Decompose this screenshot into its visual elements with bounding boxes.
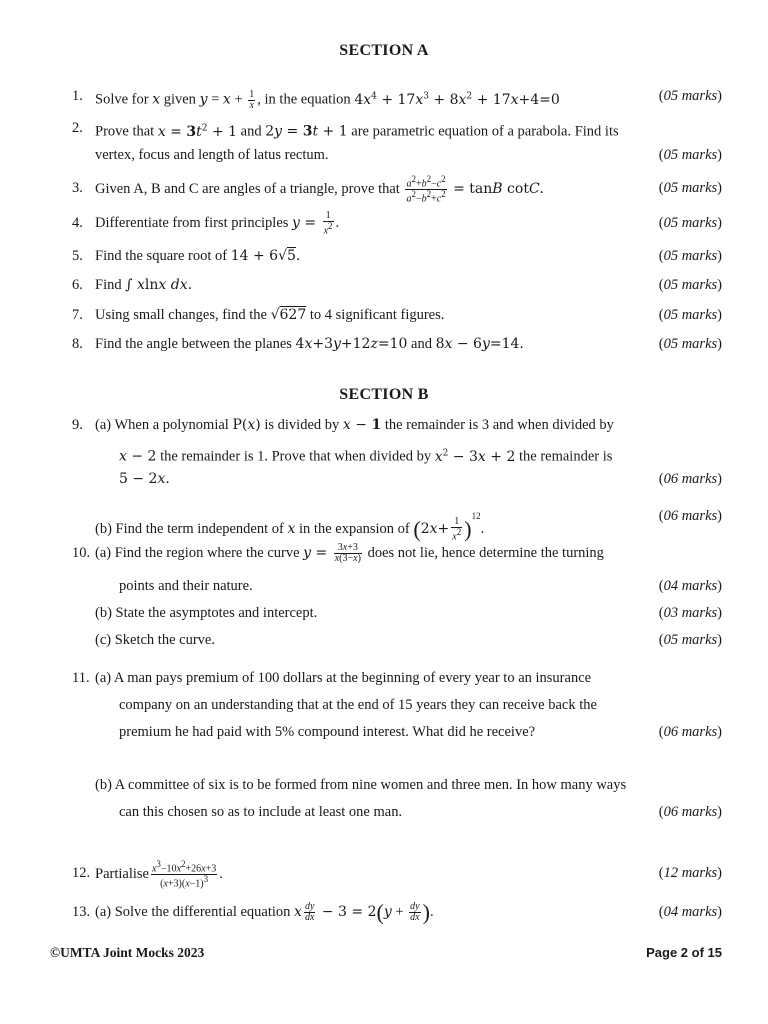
question-10-line-2 xyxy=(0,573,768,599)
question-text: (a) When a polynomial P(x) is divided by x − 1 the remainder is 3 and when divided by xyxy=(95,417,614,433)
question-number: 7. xyxy=(72,307,83,323)
question-text: (b) Find the term independent of x in the expansion of (2x+ $\frac{1}{x^2}$ )$^{12}$. xyxy=(95,511,485,543)
question-1 xyxy=(0,83,768,109)
question-number: 4. xyxy=(72,215,83,231)
question-9b xyxy=(0,503,768,543)
question-number: 6. xyxy=(72,277,83,293)
question-10 xyxy=(0,540,768,566)
question-text: x − 2 the remainder is 1. Prove that when divided by $x^2 - 3x + 2$ the remainder is xyxy=(119,448,613,465)
question-text: (a) Find the region where the curve y = $\frac{3x+3}{x(3-x)}$ does not lie, hence determine the turning xyxy=(95,542,604,565)
footer-copyright: ©UMTA Joint Mocks 2023 xyxy=(50,945,205,960)
page-footer xyxy=(0,940,768,966)
question-9 xyxy=(0,412,768,438)
question-text: premium he had paid with 5% compound interest. What did he receive? xyxy=(119,724,536,740)
question-text: Differentiate from first principles y = $\frac{1}{x^2}$ . xyxy=(95,210,340,237)
question-11b-line-2 xyxy=(0,799,768,825)
question-6 xyxy=(0,272,768,298)
question-text: (b) State the asymptotes and intercept. xyxy=(95,605,318,621)
marks-label: (05 marks) xyxy=(658,248,722,264)
section-b-heading: SECTION B xyxy=(339,386,429,403)
footer-page-number: Page 2 of 15 xyxy=(646,945,722,960)
question-number: 1. xyxy=(72,88,83,104)
question-text: Given A, B and C are angles of a triangle, prove that $\frac{a^2+b^2-c^2}{a^2-b^2+c^2}$ = tanB cotC. xyxy=(95,174,545,205)
question-2-line-2 xyxy=(0,142,768,168)
question-11-line-3 xyxy=(0,719,768,745)
question-12 xyxy=(0,859,768,890)
question-13 xyxy=(0,899,768,925)
marks-label: (05 marks) xyxy=(658,307,722,323)
question-text: Solve for x given y = x + $\frac{1}{x}$ , in the equation $4x^4 + 17x^3 + 8x^2 + 17x+4=0$ xyxy=(95,88,560,111)
marks-label: (06 marks) xyxy=(658,804,722,820)
question-text: Prove that $x = 3t^2 + 1$ and 2y = 3t + 1 are parametric equation of a parabola. Find its xyxy=(95,123,619,140)
question-text: Partialise $\frac{x^3-10x^2+26x+3}{(x+3)(x-1)^3}$ . xyxy=(95,859,223,890)
marks-label: (03 marks) xyxy=(658,605,722,621)
marks-label: (04 marks) xyxy=(658,904,722,920)
question-text: company on an understanding that at the end of 15 years they can receive back the xyxy=(119,697,597,713)
question-11b xyxy=(0,772,768,798)
question-11 xyxy=(0,665,768,691)
question-8 xyxy=(0,331,768,357)
question-text: Using small changes, find the √627 to 4 significant figures. xyxy=(95,307,445,323)
question-number: 3. xyxy=(72,180,83,196)
section-a-heading: SECTION A xyxy=(339,42,429,59)
question-text: vertex, focus and length of latus rectum. xyxy=(95,147,329,163)
question-number: 10. xyxy=(72,545,91,561)
marks-label: (06 marks) xyxy=(658,471,722,487)
marks-label: (05 marks) xyxy=(658,336,722,352)
question-text: (c) Sketch the curve. xyxy=(95,632,215,648)
marks-label: (06 marks) xyxy=(658,508,722,524)
question-number: 8. xyxy=(72,336,83,352)
marks-label: (04 marks) xyxy=(658,578,722,594)
question-4 xyxy=(0,210,768,236)
question-text: 5 − 2x. xyxy=(119,471,170,487)
marks-label: (05 marks) xyxy=(658,88,722,104)
question-10b xyxy=(0,600,768,626)
question-text: Find the angle between the planes 4x+3y+12z=10 and 8x − 6y=14. xyxy=(95,336,524,352)
question-text: Find the square root of 14 + 6√5. xyxy=(95,248,301,264)
question-text: points and their nature. xyxy=(119,578,253,594)
question-number: 12. xyxy=(72,865,91,881)
question-7 xyxy=(0,302,768,328)
question-text: Find ∫ xlnx dx. xyxy=(95,277,193,293)
question-number: 5. xyxy=(72,248,83,264)
question-text: can this chosen so as to include at least one man. xyxy=(119,804,403,820)
question-10c xyxy=(0,627,768,653)
marks-label: (05 marks) xyxy=(658,277,722,293)
question-number: 9. xyxy=(72,417,83,433)
question-9-line-2 xyxy=(0,440,768,466)
question-text: (b) A committee of six is to be formed from nine women and three men. In how many ways xyxy=(95,777,627,793)
question-text: (a) A man pays premium of 100 dollars at the beginning of every year to an insurance xyxy=(95,670,592,686)
question-number: 13. xyxy=(72,904,91,920)
marks-label: (05 marks) xyxy=(658,180,722,196)
question-number: 11. xyxy=(72,670,90,686)
question-number: 2. xyxy=(72,120,83,136)
question-2 xyxy=(0,115,768,141)
question-11-line-2 xyxy=(0,692,768,718)
question-5 xyxy=(0,243,768,269)
marks-label: (05 marks) xyxy=(658,632,722,648)
marks-label: (12 marks) xyxy=(658,865,722,881)
marks-label: (06 marks) xyxy=(658,724,722,740)
question-text: (a) Solve the differential equation x $\frac{dy}{dx}$ − 3 = 2(y + $\frac{dy}{dx}$ ). xyxy=(95,899,434,925)
marks-label: (05 marks) xyxy=(658,147,722,163)
marks-label: (05 marks) xyxy=(658,215,722,231)
question-9-line-3 xyxy=(0,466,768,492)
question-3 xyxy=(0,174,768,205)
